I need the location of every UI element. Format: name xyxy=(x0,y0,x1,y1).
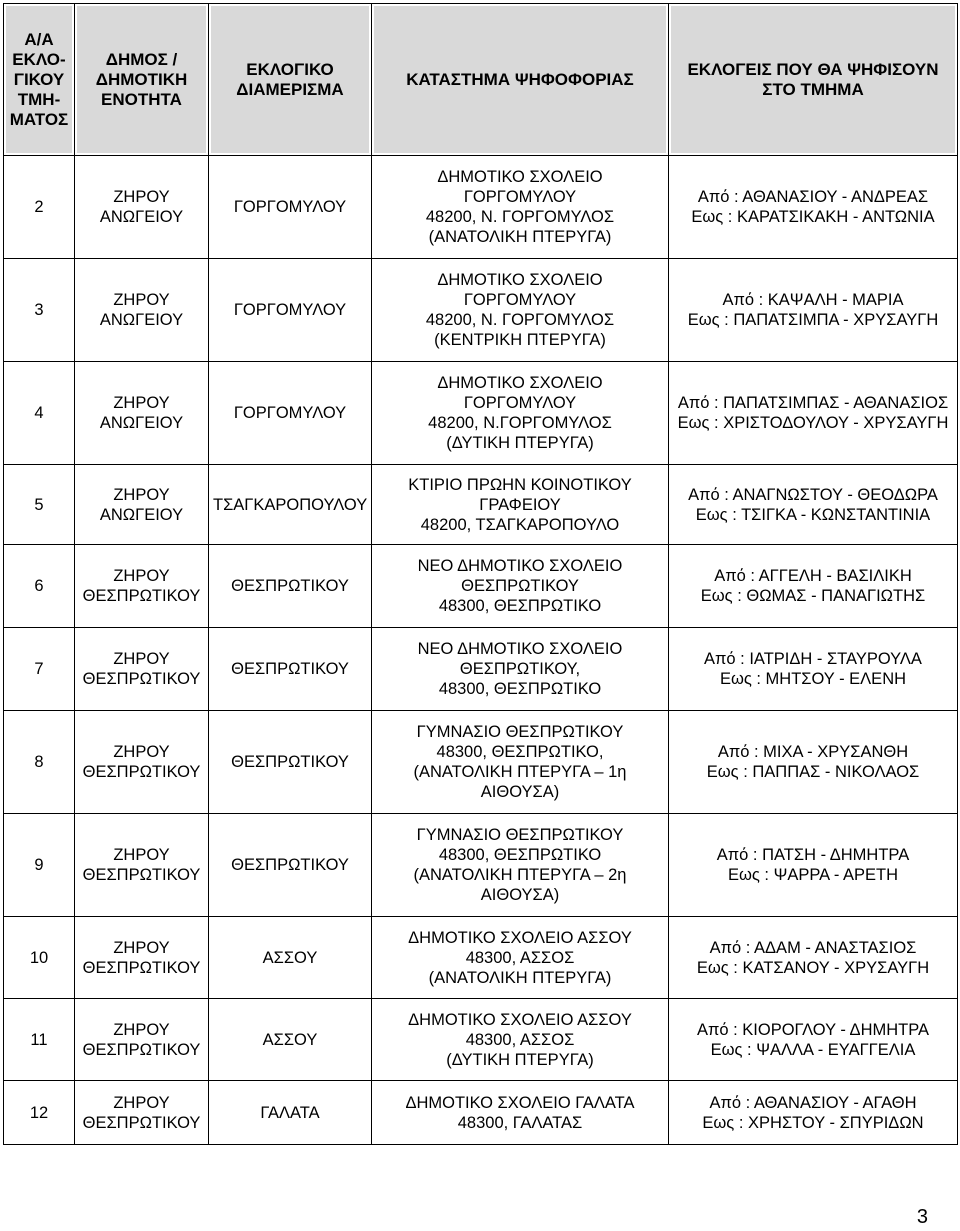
cell-line: ΝΕΟ ΔΗΜΟΤΙΚΟ ΣΧΟΛΕΙΟ xyxy=(417,640,623,658)
cell-line: ΖΗΡΟΥ xyxy=(113,188,170,206)
cell-line: ΕΚΛΟ- xyxy=(12,49,66,69)
header-station xyxy=(372,4,669,156)
cell-line: ΔΗΜΟΣ / xyxy=(105,49,178,69)
cell-line: Εως : ΚΑΤΣΑΝΟΥ - ΧΡΥΣΑΥΓΗ xyxy=(696,958,930,977)
cell-line: Εως : ΠΑΠΑΤΣΙΜΠΑ - ΧΡΥΣΑΥΓΗ xyxy=(687,311,939,329)
table-row xyxy=(4,999,958,1081)
table-row xyxy=(4,465,958,545)
municipality-cell xyxy=(75,711,209,814)
district-cell: ΑΣΣΟΥ xyxy=(209,999,372,1081)
cell-line: ΑΝΩΓΕΙΟΥ xyxy=(99,414,184,432)
cell-line: ΘΕΣΠΡΩΤΙΚΟΥ xyxy=(82,1113,201,1132)
cell-line: ΜΑΤΟΣ xyxy=(9,109,69,129)
cell-line: ΣΤΟ ΤΜΗΜΑ xyxy=(762,79,864,99)
municipality-cell xyxy=(75,545,209,628)
cell-line: ΖΗΡΟΥ xyxy=(113,846,170,864)
cell-line: 48200, ΤΣΑΓΚΑΡΟΠΟΥΛΟ xyxy=(420,515,620,534)
cell-line: ΓΙΚΟΥ xyxy=(13,69,65,89)
cell-line: ΚΤΙΡΙΟ ΠΡΩΗΝ ΚΟΙΝΟΤΙΚΟΥ xyxy=(408,475,632,494)
section-number: 3 xyxy=(4,259,75,362)
table-row xyxy=(4,156,958,259)
cell-line: ΔΗΜΟΤΙΚΟ ΣΧΟΛΕΙΟ xyxy=(437,271,603,289)
section-number: 6 xyxy=(4,545,75,628)
cell-line: ΔΗΜΟΤΙΚΗ xyxy=(95,69,188,89)
header-municipality xyxy=(75,4,209,156)
table-row xyxy=(4,711,958,814)
cell-line: ΤΜΗ- xyxy=(17,89,61,109)
polling-station-cell xyxy=(372,628,669,711)
municipality-cell xyxy=(75,628,209,711)
cell-line: 48200, Ν.ΓΟΡΓΟΜΥΛΟΣ xyxy=(428,414,612,432)
cell-line: ΘΕΣΠΡΩΤΙΚΟΥ xyxy=(82,670,201,688)
municipality-cell xyxy=(75,156,209,259)
voters-range-cell xyxy=(669,362,958,465)
cell-line: Από : ΚΙΟΡΟΓΛΟΥ - ΔΗΜΗΤΡΑ xyxy=(696,1020,930,1039)
cell-line: Από : ΑΘΑΝΑΣΙΟΥ - ΑΓΑΘΗ xyxy=(709,1093,917,1112)
cell-line: ΝΕΟ ΔΗΜΟΤΙΚΟ ΣΧΟΛΕΙΟ xyxy=(417,557,623,575)
municipality-cell xyxy=(75,1081,209,1145)
header-row xyxy=(4,4,958,156)
cell-line: ΘΕΣΠΡΩΤΙΚΟΥ xyxy=(461,577,579,595)
voters-range-cell xyxy=(669,917,958,999)
cell-line: ΔΗΜΟΤΙΚΟ ΣΧΟΛΕΙΟ ΑΣΣΟΥ xyxy=(408,928,632,947)
municipality-cell xyxy=(75,362,209,465)
cell-line: (ΑΝΑΤΟΛΙΚΗ ΠΤΕΡΥΓΑ) xyxy=(428,228,612,246)
cell-line: Εως : ΤΣΙΓΚΑ - ΚΩΝΣΤΑΝΤΙΝΙΑ xyxy=(695,505,931,524)
polling-station-cell xyxy=(372,999,669,1081)
table-row xyxy=(4,362,958,465)
cell-line: ΓΟΡΓΟΜΥΛΟΥ xyxy=(463,394,577,412)
page-number: 3 xyxy=(916,1206,928,1228)
table-row xyxy=(4,259,958,362)
cell-line: Από : ΑΘΑΝΑΣΙΟΥ - ΑΝΔΡΕΑΣ xyxy=(697,188,929,206)
district-cell: ΘΕΣΠΡΩΤΙΚΟΥ xyxy=(209,545,372,628)
cell-line: 48300, ΘΕΣΠΡΩΤΙΚΟ, xyxy=(436,743,604,761)
polling-station-cell xyxy=(372,814,669,917)
cell-line: ΖΗΡΟΥ xyxy=(113,743,170,761)
cell-line: Α/Α xyxy=(24,29,54,49)
polling-station-cell xyxy=(372,259,669,362)
voters-range-cell xyxy=(669,814,958,917)
table-row xyxy=(4,917,958,999)
cell-line: 48300, ΘΕΣΠΡΩΤΙΚΟ xyxy=(438,680,602,698)
table-row xyxy=(4,628,958,711)
municipality-cell xyxy=(75,465,209,545)
cell-line: ΔΗΜΟΤΙΚΟ ΣΧΟΛΕΙΟ ΓΑΛΑΤΑ xyxy=(405,1093,635,1112)
cell-line: ΕΚΛΟΓΙΚΟ xyxy=(246,59,334,79)
cell-line: Από : ΠΑΤΣΗ - ΔΗΜΗΤΡΑ xyxy=(716,846,910,864)
cell-line: Εως : ΧΡΙΣΤΟΔΟΥΛΟΥ - ΧΡΥΣΑΥΓΗ xyxy=(677,414,949,432)
cell-line: ΖΗΡΟΥ xyxy=(113,650,170,668)
polling-station-cell xyxy=(372,1081,669,1145)
section-number: 10 xyxy=(4,917,75,999)
cell-line: Από : ΑΔΑΜ - ΑΝΑΣΤΑΣΙΟΣ xyxy=(709,938,917,957)
cell-line: ΘΕΣΠΡΩΤΙΚΟΥ xyxy=(82,958,201,977)
district-cell: ΤΣΑΓΚΑΡΟΠΟΥΛΟΥ xyxy=(209,465,372,545)
cell-line: Εως : ΘΩΜΑΣ - ΠΑΝΑΓΙΩΤΗΣ xyxy=(700,587,926,605)
voters-range-cell xyxy=(669,711,958,814)
cell-line: ΕΚΛΟΓΕΙΣ ΠΟΥ ΘΑ ΨΗΦΙΣΟΥΝ xyxy=(687,59,939,79)
cell-line: (ΑΝΑΤΟΛΙΚΗ ΠΤΕΡΥΓΑ – 2η xyxy=(413,866,627,884)
cell-line: ΕΝΟΤΗΤΑ xyxy=(101,89,182,109)
voters-range-cell xyxy=(669,545,958,628)
cell-line: ΔΗΜΟΤΙΚΟ ΣΧΟΛΕΙΟ xyxy=(437,168,603,186)
cell-line: (ΔΥΤΙΚΗ ΠΤΕΡΥΓΑ) xyxy=(446,434,594,452)
cell-line: 48300, ΑΣΣΟΣ xyxy=(465,948,575,967)
municipality-cell xyxy=(75,917,209,999)
cell-line: ΑΝΩΓΕΙΟΥ xyxy=(99,505,184,524)
section-number: 5 xyxy=(4,465,75,545)
cell-line: ΘΕΣΠΡΩΤΙΚΟΥ, xyxy=(459,660,581,678)
cell-line: Εως : ΨΑΛΛΑ - ΕΥΑΓΓΕΛΙΑ xyxy=(710,1040,916,1059)
cell-line: ΓΟΡΓΟΜΥΛΟΥ xyxy=(463,188,577,206)
cell-line: ΖΗΡΟΥ xyxy=(113,1093,170,1112)
voters-range-cell xyxy=(669,465,958,545)
cell-line: Εως : ΜΗΤΣΟΥ - ΕΛΕΝΗ xyxy=(719,670,907,688)
district-cell: ΓΑΛΑΤΑ xyxy=(209,1081,372,1145)
cell-line: ΘΕΣΠΡΩΤΙΚΟΥ xyxy=(82,763,201,781)
section-number: 12 xyxy=(4,1081,75,1145)
cell-line: Από : ΑΓΓΕΛΗ - ΒΑΣΙΛΙΚΗ xyxy=(714,567,912,585)
cell-line: Από : ΙΑΤΡΙΔΗ - ΣΤΑΥΡΟΥΛΑ xyxy=(704,650,922,668)
voters-range-cell xyxy=(669,259,958,362)
cell-line: ΓΥΜΝΑΣΙΟ ΘΕΣΠΡΩΤΙΚΟΥ xyxy=(416,826,624,844)
cell-line: ΖΗΡΟΥ xyxy=(113,938,170,957)
cell-line: ΘΕΣΠΡΩΤΙΚΟΥ xyxy=(82,1040,201,1059)
cell-line: 48300, ΓΑΛΑΤΑΣ xyxy=(457,1113,583,1132)
polling-station-cell xyxy=(372,917,669,999)
voters-range-cell xyxy=(669,1081,958,1145)
cell-line: Από : ΑΝΑΓΝΩΣΤΟΥ - ΘΕΟΔΩΡΑ xyxy=(688,485,938,504)
cell-line: (ΔΥΤΙΚΗ ΠΤΕΡΥΓΑ) xyxy=(446,1050,594,1069)
municipality-cell xyxy=(75,999,209,1081)
table-row xyxy=(4,545,958,628)
cell-line: (ΑΝΑΤΟΛΙΚΗ ΠΤΕΡΥΓΑ) xyxy=(428,968,612,987)
polling-station-cell xyxy=(372,711,669,814)
voters-range-cell xyxy=(669,999,958,1081)
cell-line: Εως : ΧΡΗΣΤΟΥ - ΣΠΥΡΙΔΩΝ xyxy=(702,1113,924,1132)
polling-station-cell xyxy=(372,362,669,465)
table-row xyxy=(4,814,958,917)
district-cell: ΑΣΣΟΥ xyxy=(209,917,372,999)
cell-line: ΑΝΩΓΕΙΟΥ xyxy=(99,311,184,329)
cell-line: ΖΗΡΟΥ xyxy=(113,567,170,585)
cell-line: 48200, Ν. ΓΟΡΓΟΜΥΛΟΣ xyxy=(425,311,615,329)
cell-line: Εως : ΨΑΡΡΑ - ΑΡΕΤΗ xyxy=(727,866,899,884)
cell-line: ΑΝΩΓΕΙΟΥ xyxy=(99,208,184,226)
district-cell: ΓΟΡΓΟΜΥΛΟΥ xyxy=(209,362,372,465)
header-district xyxy=(209,4,372,156)
municipality-cell xyxy=(75,259,209,362)
cell-line: ΘΕΣΠΡΩΤΙΚΟΥ xyxy=(82,587,201,605)
header-section-no xyxy=(4,4,75,156)
district-cell: ΘΕΣΠΡΩΤΙΚΟΥ xyxy=(209,814,372,917)
district-cell: ΘΕΣΠΡΩΤΙΚΟΥ xyxy=(209,711,372,814)
section-number: 4 xyxy=(4,362,75,465)
cell-line: Εως : ΠΑΠΠΑΣ - ΝΙΚΟΛΑΟΣ xyxy=(706,763,920,781)
cell-line: ΔΗΜΟΤΙΚΟ ΣΧΟΛΕΙΟ xyxy=(437,374,603,392)
cell-line: ΚΑΤΑΣΤΗΜΑ ΨΗΦΟΦΟΡΙΑΣ xyxy=(406,69,634,89)
cell-line: ΔΗΜΟΤΙΚΟ ΣΧΟΛΕΙΟ ΑΣΣΟΥ xyxy=(408,1010,632,1029)
cell-line: ΖΗΡΟΥ xyxy=(113,291,170,309)
section-number: 2 xyxy=(4,156,75,259)
cell-line: ΔΙΑΜΕΡΙΣΜΑ xyxy=(236,79,344,99)
municipality-cell xyxy=(75,814,209,917)
cell-line: Από : ΠΑΠΑΤΣΙΜΠΑΣ - ΑΘΑΝΑΣΙΟΣ xyxy=(677,394,949,412)
section-number: 8 xyxy=(4,711,75,814)
cell-line: ΖΗΡΟΥ xyxy=(113,485,170,504)
cell-line: ΑΙΘΟΥΣΑ) xyxy=(480,783,560,801)
cell-line: (ΑΝΑΤΟΛΙΚΗ ΠΤΕΡΥΓΑ – 1η xyxy=(413,763,627,781)
cell-line: 48300, ΘΕΣΠΡΩΤΙΚΟ xyxy=(438,846,602,864)
cell-line: ΖΗΡΟΥ xyxy=(113,1020,170,1039)
cell-line: Από : ΜΙΧΑ - ΧΡΥΣΑΝΘΗ xyxy=(717,743,909,761)
cell-line: 48300, ΘΕΣΠΡΩΤΙΚΟ xyxy=(438,597,602,615)
table-body xyxy=(4,156,958,1145)
polling-station-cell xyxy=(372,465,669,545)
table-row xyxy=(4,1081,958,1145)
voters-range-cell xyxy=(669,628,958,711)
district-cell: ΓΟΡΓΟΜΥΛΟΥ xyxy=(209,259,372,362)
cell-line: ΘΕΣΠΡΩΤΙΚΟΥ xyxy=(82,866,201,884)
district-cell: ΓΟΡΓΟΜΥΛΟΥ xyxy=(209,156,372,259)
cell-line: ΖΗΡΟΥ xyxy=(113,394,170,412)
cell-line: ΑΙΘΟΥΣΑ) xyxy=(480,886,560,904)
polling-stations-table xyxy=(3,3,958,1145)
polling-station-cell xyxy=(372,156,669,259)
cell-line: Εως : ΚΑΡΑΤΣΙΚΑΚΗ - ΑΝΤΩΝΙΑ xyxy=(691,208,935,226)
polling-station-cell xyxy=(372,545,669,628)
cell-line: ΓΥΜΝΑΣΙΟ ΘΕΣΠΡΩΤΙΚΟΥ xyxy=(416,723,624,741)
cell-line: 48300, ΑΣΣΟΣ xyxy=(465,1030,575,1049)
cell-line: (ΚΕΝΤΡΙΚΗ ΠΤΕΡΥΓΑ) xyxy=(434,331,606,349)
header-voters xyxy=(669,4,958,156)
voters-range-cell xyxy=(669,156,958,259)
cell-line: ΓΡΑΦΕΙΟΥ xyxy=(479,495,561,514)
cell-line: 48200, Ν. ΓΟΡΓΟΜΥΛΟΣ xyxy=(425,208,615,226)
district-cell: ΘΕΣΠΡΩΤΙΚΟΥ xyxy=(209,628,372,711)
cell-line: ΓΟΡΓΟΜΥΛΟΥ xyxy=(463,291,577,309)
section-number: 11 xyxy=(4,999,75,1081)
cell-line: Από : ΚΑΨΑΛΗ - ΜΑΡΙΑ xyxy=(722,291,904,309)
section-number: 9 xyxy=(4,814,75,917)
section-number: 7 xyxy=(4,628,75,711)
